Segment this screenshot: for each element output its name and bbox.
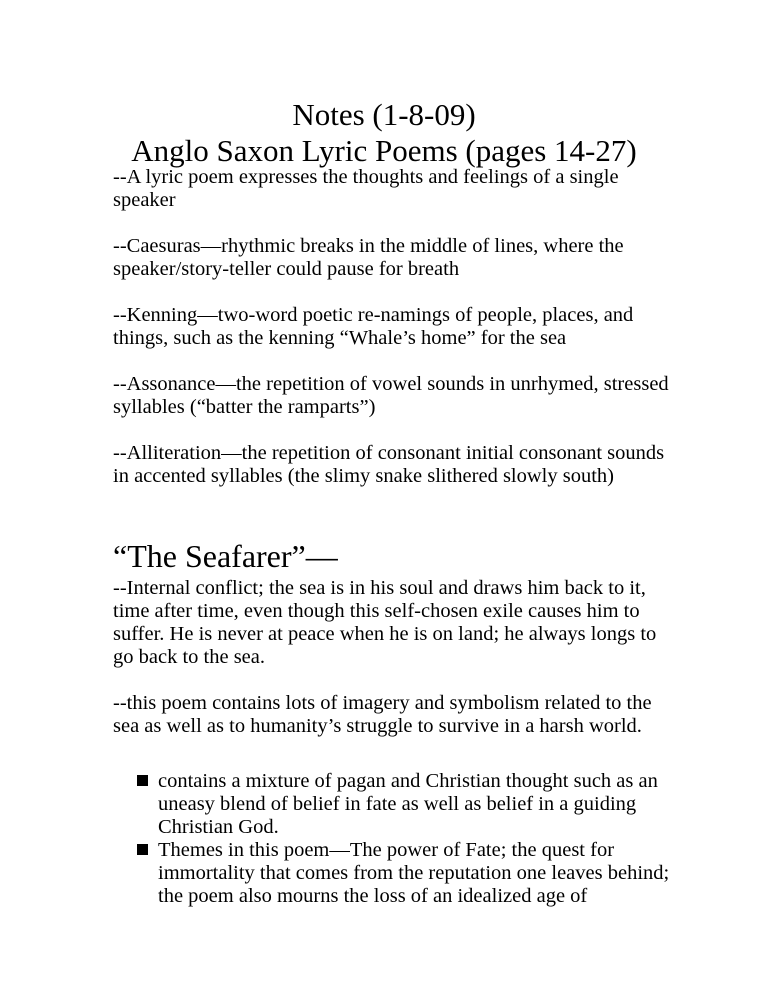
definition-text: --A lyric poem expresses the thoughts and feelings of a single speaker: [113, 166, 619, 211]
seafarer-paragraph-conflict: [113, 577, 673, 669]
definition-text: --Kenning—two-word poetic re-namings of people, places, and things, such as the kenning “Whale’s home” for the sea: [113, 304, 634, 349]
definition-alliteration: [113, 442, 673, 488]
definition-text: --Assonance—the repetition of vowel sounds in unrhymed, stressed syllables (“batter the ramparts”): [113, 373, 669, 418]
definition-caesuras: [113, 235, 673, 281]
seafarer-paragraph-imagery: [113, 692, 673, 738]
square-bullet-icon: [137, 844, 148, 855]
paragraph-text: --this poem contains lots of imagery and symbolism related to the sea as well as to humanity’s struggle to survive in a harsh world.: [113, 692, 652, 737]
bullet-text: contains a mixture of pagan and Christian thought such as an uneasy blend of belief in fate as well as belief in a guiding Christian God.: [158, 770, 658, 838]
bullet-item-pagan-christian: [137, 770, 697, 839]
paragraph-text: --Internal conflict; the sea is in his soul and draws him back to it, time after time, even though this self-chosen exile causes him to suffer. He is never at peace when he is on land; he always longs to go back to the sea.: [113, 577, 657, 668]
definition-text: --Alliteration—the repetition of consonant initial consonant sounds in accented syllables (the slimy snake slithered slowly south): [113, 442, 665, 487]
bullet-text: Themes in this poem—The power of Fate; the quest for immortality that comes from the reputation one leaves behind; the poem also mourns the loss of an idealized age of: [158, 839, 670, 907]
document-title: [0, 97, 768, 169]
square-bullet-icon: [137, 775, 148, 786]
definition-lyric-poem: [113, 166, 673, 212]
bullet-item-themes: [137, 839, 697, 908]
seafarer-heading: “The Seafarer”—: [113, 538, 338, 574]
title-date-line: Notes (1-8-09): [292, 97, 476, 132]
seafarer-bullet-list: [137, 770, 697, 908]
definition-assonance: [113, 373, 673, 419]
title-topic-line: Anglo Saxon Lyric Poems (pages 14-27): [131, 133, 637, 168]
definition-kenning: [113, 304, 673, 350]
definition-text: --Caesuras—rhythmic breaks in the middle of lines, where the speaker/story-teller could pause for breath: [113, 235, 624, 280]
